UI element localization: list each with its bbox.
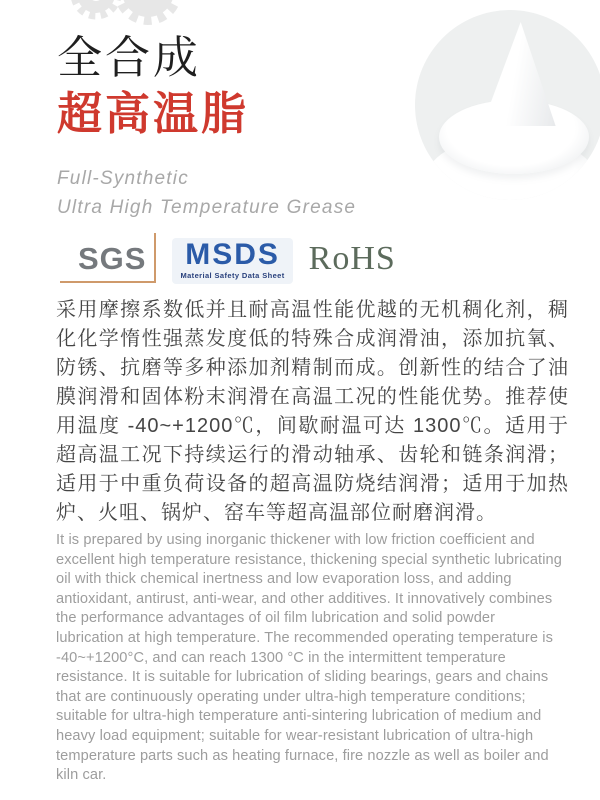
sgs-badge-label: SGS (78, 241, 147, 276)
subtitle-line2: Ultra High Temperature Grease (57, 197, 357, 218)
description-chinese: 采用摩擦系数低并且耐高温性能优越的无机稠化剂，稠化化学惰性强蒸发度低的特殊合成润滑油，添加抗氧、防锈、抗磨等多种添加剂精制而成。创新性的结合了油膜润滑和固体粉末润滑在高温工况的性能优势。推荐使用温度 -40~+1200℃，间歇耐温可达 1300℃。适用于超高温工况下持续运行的滑动轴承、齿轮和链条润滑；适用于中重负荷设备的超高温防烧结润滑；适用于加热炉、火咀、锅炉、窑车等超高温部位耐磨润滑。 (56, 299, 569, 524)
header (57, 30, 356, 222)
gear-small-icon (75, 0, 117, 15)
product-image (415, 10, 600, 200)
msds-badge (172, 238, 292, 284)
certification-badges (60, 238, 396, 284)
page-subtitle-en (57, 164, 356, 222)
msds-badge-label: MSDS (185, 238, 280, 271)
msds-badge-sublabel: Material Safety Data Sheet (180, 271, 285, 280)
gear-large-icon (119, 0, 177, 20)
rohs-badge: RoHS (308, 240, 396, 277)
page-title-cn-line1: 全合成 (57, 32, 202, 83)
gears-icon (70, 0, 210, 34)
subtitle-line1: Full-Synthetic (57, 168, 189, 189)
description-english: It is prepared by using inorganic thickener with low friction coefficient and excellent high temperature resistance, thickening special synthetic lubricating oil with thick chemical inertness and low evaporation loss, and adding antioxidant, antirust, anti-wear, and other additives. It innovatively combines the performance advantages of oil film lubrication and solid powder lubrication at high temperature. The recommended operating temperature is -40~+1200°C, and can reach 1300 °C in the intermittent temperature resistance. It is suitable for lubrication of sliding bearings, gears and chains that are continuously operating under ultra-high temperature conditions; suitable for ultra-high temperature anti-sintering lubrication of medium and heavy load equipment; suitable for wear-resistant lubrication of ultra-high temperature parts such as heating furnace, fire nozzle as well as boiler and kiln car. (56, 532, 562, 784)
sgs-badge (60, 239, 156, 283)
page-title-cn-line2: 超高温脂 (57, 88, 250, 139)
